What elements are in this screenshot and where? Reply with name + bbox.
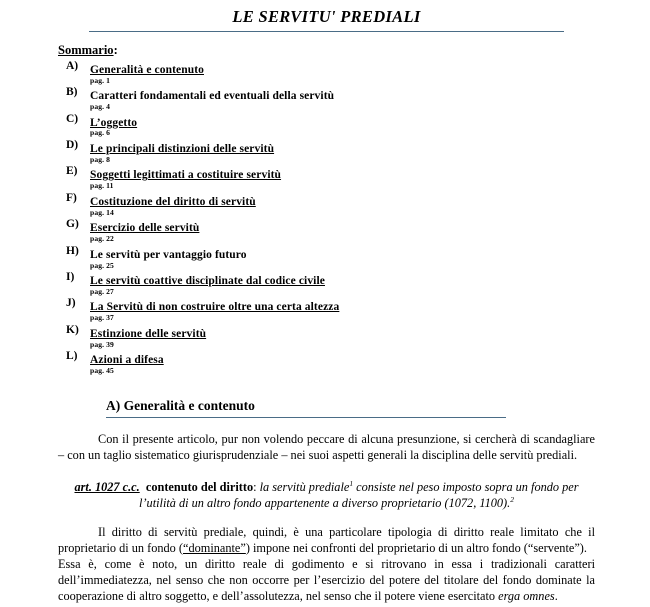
toc-item-letter: A)	[66, 59, 79, 72]
summary-label	[58, 44, 595, 58]
page-title: LE SERVITU' PREDIALI	[232, 7, 421, 26]
toc-item-letter: E)	[66, 165, 78, 178]
toc-item-page: pag. 14	[90, 207, 114, 217]
toc-item-page: pag. 6	[90, 128, 111, 138]
toc-item[interactable]	[58, 139, 595, 164]
toc-item-title: Soggetti legittimati a costituire servitù	[90, 169, 282, 182]
toc-item-page: pag. 37	[90, 313, 114, 323]
toc-item[interactable]	[58, 218, 595, 243]
toc-item-letter: I)	[66, 271, 75, 283]
paragraph-3-text-a: Essa è, come è noto, un diritto reale di godimento e si ritrovano in essa i tradizionali caratteri dell’immediatezza, nel senso che non occorre per l’esercizio del potere del titolare del fondo dominate la cooperazione di altro soggetto, e dell’assolutezza, nel senso che il potere viene esercitato	[58, 557, 595, 604]
toc-item-letter: B)	[66, 86, 78, 99]
body-paragraph-2	[58, 525, 595, 557]
summary-label-text: Sommario	[58, 43, 114, 57]
toc-item-page: pag. 25	[90, 260, 114, 270]
toc-item-title: La Servitù di non costruire oltre una certa altezza	[90, 301, 340, 314]
toc-item[interactable]	[58, 245, 595, 270]
toc-item[interactable]	[58, 86, 595, 111]
footnote-marker-1: 1	[349, 478, 354, 488]
toc-item-title: Costituzione del diritto di servitù	[90, 195, 256, 208]
body-paragraph-3	[58, 557, 595, 605]
toc-item[interactable]	[58, 324, 595, 349]
toc-item-title: Estinzione delle servitù	[90, 327, 207, 340]
paragraph-2-emphasis: “dominante”	[183, 541, 246, 556]
toc-item-title: L’oggetto	[90, 116, 138, 129]
toc-item-letter: G)	[66, 218, 79, 231]
toc-item-title: Caratteri fondamentali ed eventuali della servitù	[90, 90, 335, 103]
toc-item[interactable]	[58, 297, 595, 322]
toc-item[interactable]	[58, 192, 595, 217]
toc-item[interactable]	[58, 165, 595, 190]
paragraph-2-text-b: ) impone nei confronti del proprietario di un altro fondo (“servente”).	[245, 541, 587, 556]
summary-label-colon: :	[113, 43, 118, 57]
toc-item-letter: K)	[66, 323, 79, 336]
toc-item-title: Esercizio delle servitù	[90, 222, 200, 235]
section-heading: A) Generalità e contenuto	[106, 397, 255, 413]
paragraph-2-text-a: Il diritto di servitù prediale, quindi, è una particolare tipologia di diritto reale limitato che il proprietario di un fondo (	[58, 525, 595, 556]
toc-item-letter: F)	[66, 191, 77, 204]
toc-item-title: Le principali distinzioni delle servitù	[90, 142, 275, 155]
toc-item-letter: C)	[66, 112, 79, 125]
toc-item[interactable]	[58, 60, 595, 85]
footnote-marker-2: 2	[510, 495, 514, 505]
toc-item[interactable]	[58, 350, 595, 375]
table-of-contents	[58, 60, 595, 376]
toc-item-page: pag. 8	[90, 154, 111, 164]
toc-item-page: pag. 22	[90, 234, 114, 244]
toc-item[interactable]	[58, 271, 595, 296]
toc-item-title: Generalità e contenuto	[90, 63, 204, 76]
section-divider	[106, 417, 506, 418]
toc-item-page: pag. 39	[90, 339, 114, 349]
article-quote-block	[58, 479, 595, 512]
paragraph-3-text-b: .	[554, 589, 558, 604]
quote-lead: contenuto del diritto	[145, 479, 254, 494]
document-page	[0, 7, 650, 607]
toc-item-page: pag. 1	[90, 75, 111, 85]
paragraph-3-latin-phrase: erga omnes	[498, 589, 555, 604]
toc-item-title: Le servitù coattive disciplinate dal codice civile	[90, 275, 325, 287]
quote-text-part-2: consiste nel peso imposto sopra un fondo per l’utilità di un altro fondo appartenente a diverso proprietario (1072, 1100).	[139, 479, 579, 511]
toc-item-letter: J)	[66, 297, 76, 310]
toc-item-title: Azioni a difesa	[90, 354, 164, 367]
article-citation: art. 1027 c.c.	[74, 479, 140, 494]
toc-item-page: pag. 11	[90, 181, 114, 191]
toc-item-title: Le servitù per vantaggio futuro	[90, 248, 247, 261]
toc-item-letter: D)	[66, 138, 79, 151]
toc-item[interactable]	[58, 113, 595, 138]
toc-item-letter: L)	[66, 350, 78, 363]
toc-item-letter: H)	[66, 244, 79, 257]
body-paragraph-1: Con il presente articolo, pur non volendo peccare di alcuna presunzione, si cercherà di scandagliare – con un taglio sistematico giurisprudenziale – nei suoi aspetti generali la disciplina delle servitù prediali.	[58, 431, 595, 462]
toc-item-page: pag. 4	[90, 102, 111, 112]
toc-item-page: pag. 27	[90, 286, 114, 296]
quote-text-part-1: la servitù prediale	[256, 479, 350, 494]
quote-separator: :	[253, 479, 257, 494]
title-divider	[89, 31, 564, 32]
toc-item-page: pag. 45	[90, 366, 114, 376]
